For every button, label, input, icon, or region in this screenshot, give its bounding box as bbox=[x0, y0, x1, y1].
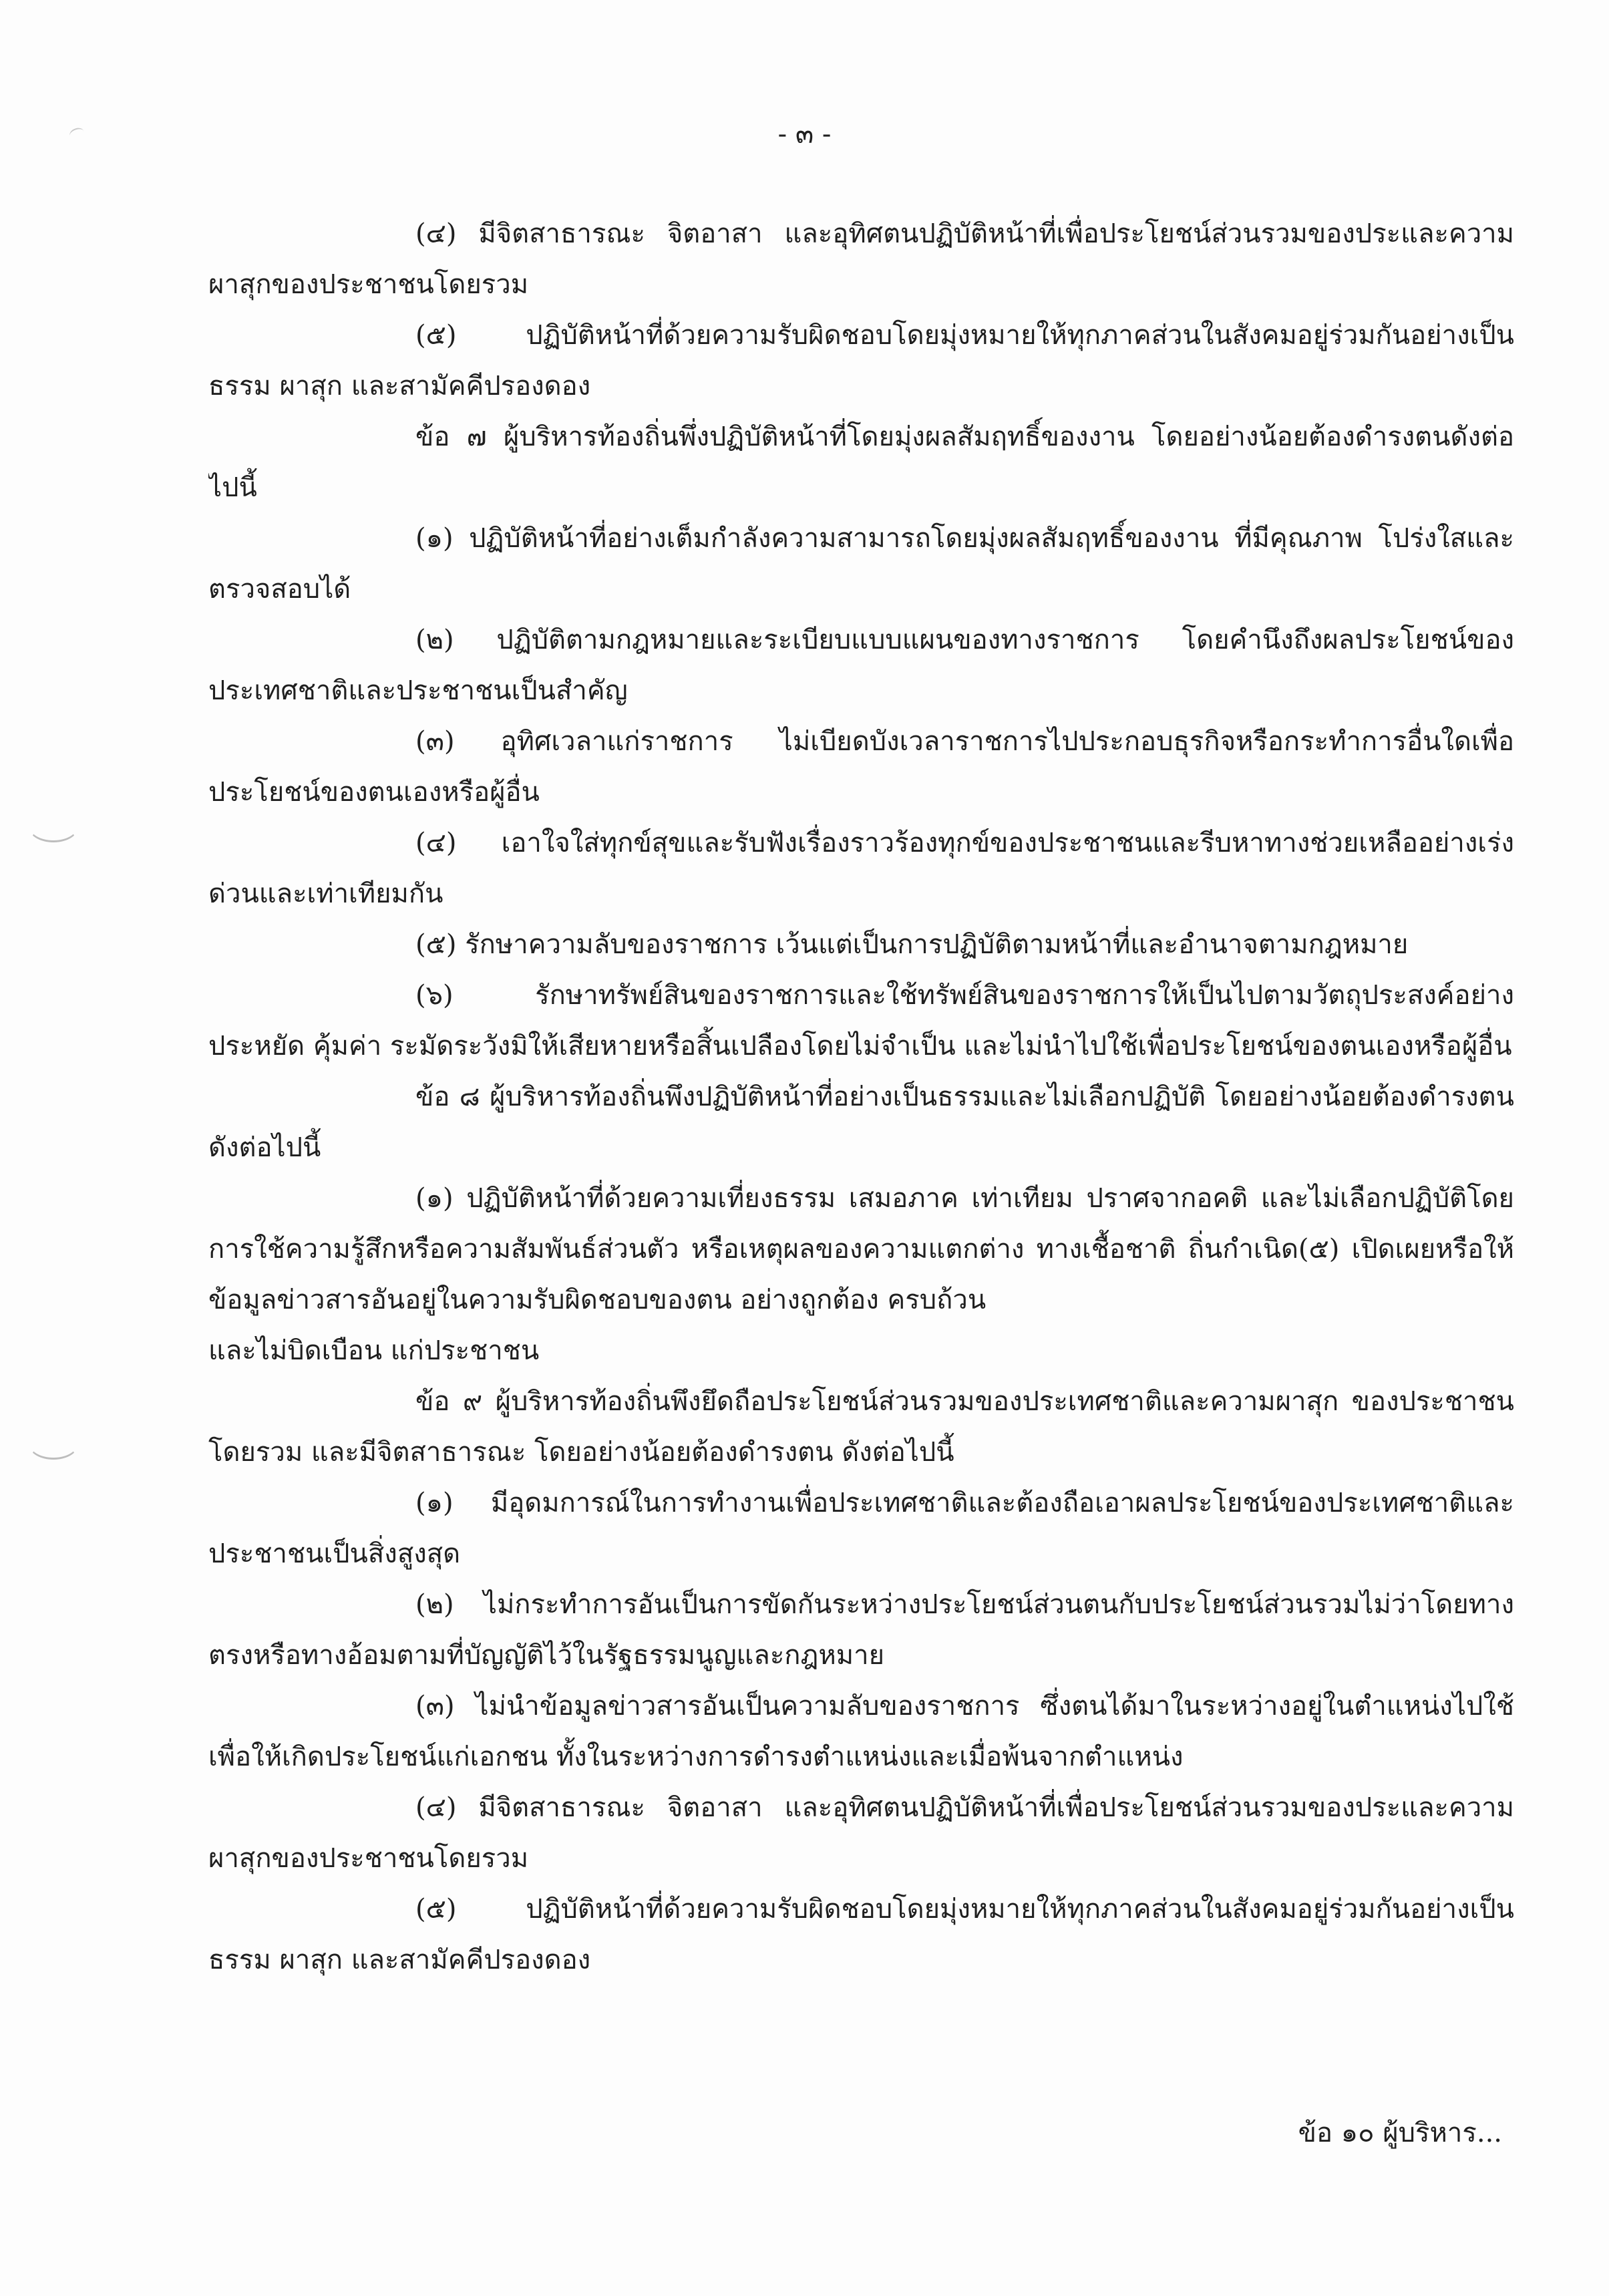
continuation-text: ข้อ ๑๐ ผู้บริหาร... bbox=[1298, 2118, 1502, 2148]
paragraph: ข้อ ๙ ผู้บริหารท้องถิ่นพึงยึดถือประโยชน์ส่วนรวมของประเทศชาติและความผาสุก ของประชาชนโดยรวม และมีจิตสาธารณะ โดยอย่างน้อยต้องดำรงตน ดังต่อไปนี้ bbox=[208, 1386, 1514, 1468]
document-body bbox=[208, 208, 1514, 1985]
paragraph: ข้อ ๘ ผู้บริหารท้องถิ่นพึงปฏิบัติหน้าที่อย่างเป็นธรรมและไม่เลือกปฏิบัติ โดยอย่างน้อยต้องดำรงตน ดังต่อไปนี้ bbox=[208, 1082, 1514, 1163]
paragraph: (๔) มีจิตสาธารณะ จิตอาสา และอุทิศตนปฏิบัติหน้าที่เพื่อประโยชน์ส่วนรวมของประและความผาสุกของประชาชนโดยรวม bbox=[208, 1792, 1514, 1874]
paragraph: (๑) มีอุดมการณ์ในการทำงานเพื่อประเทศชาติและต้องถือเอาผลประโยชน์ของประเทศชาติและประชาชนเป็นสิ่งสูงสุด bbox=[208, 1488, 1514, 1569]
paragraph: (๕) ปฏิบัติหน้าที่ด้วยความรับผิดชอบโดยมุ่งหมายให้ทุกภาคส่วนในสังคมอยู่ร่วมกันอย่างเป็นธรรม ผาสุก และสามัคคีปรองดอง bbox=[208, 1894, 1514, 1975]
punch-hole-mark bbox=[28, 1427, 79, 1460]
paragraph: (๓) อุทิศเวลาแก่ราชการ ไม่เบียดบังเวลาราชการไปประกอบธุรกิจหรือกระทำการอื่นใดเพื่อประโยชน์ของตนเองหรือผู้อื่น bbox=[208, 726, 1514, 808]
paragraph: (๒) ไม่กระทำการอันเป็นการขัดกันระหว่างประโยชน์ส่วนตนกับประโยชน์ส่วนรวมไม่ว่าโดยทางตรงหรือทางอ้อมตามที่บัญญัติไว้ในรัฐธรรมนูญและกฎหมาย bbox=[208, 1589, 1514, 1671]
paragraph: (๓) ไม่นำข้อมูลข่าวสารอันเป็นความลับของราชการ ซึ่งตนได้มาในระหว่างอยู่ในตำแหน่งไปใช้เพื่อให้เกิดประโยชน์แก่เอกชน ทั้งในระหว่างการดำรงตำแหน่งและเมื่อพ้นจากตำแหน่ง bbox=[208, 1691, 1514, 1772]
punch-hole-mark bbox=[28, 810, 79, 842]
paragraph: (๖) รักษาทรัพย์สินของราชการและใช้ทรัพย์สินของราชการให้เป็นไปตามวัตถุประสงค์อย่างประหยัด คุ้มค่า ระมัดระวังมิให้เสียหายหรือสิ้นเปลืองโดยไม่จำเป็น และไม่นำไปใช้เพื่อประโยชน์ของตนเองหรือผู้อื่น bbox=[208, 980, 1514, 1061]
paragraph: (๑) ปฏิบัติหน้าที่อย่างเต็มกำลังความสามารถโดยมุ่งผลสัมฤทธิ์ของงาน ที่มีคุณภาพ โปร่งใสและตรวจสอบได้ bbox=[208, 523, 1514, 605]
paragraph: (๑) ปฏิบัติหน้าที่ด้วยความเที่ยงธรรม เสมอภาค เท่าเทียม ปราศจากอคติ และไม่เลือกปฏิบัติโดยการใช้ความรู้สึกหรือความสัมพันธ์ส่วนตัว หรือเหตุผลของความแตกต่าง ทางเชื้อชาติ ถิ่นกำเนิด(๕) เปิดเผยหรือให้ข้อมูลข่าวสารอันอยู่ในความรับผิดชอบของตน อย่างถูกต้อง ครบถ้วน bbox=[208, 1183, 1514, 1315]
paragraph: (๒) ปฏิบัติตามกฎหมายและระเบียบแบบแผนของทางราชการ โดยคำนึงถึงผลประโยชน์ของประเทศชาติและประชาชนเป็นสำคัญ bbox=[208, 625, 1514, 706]
paragraph: (๔) เอาใจใส่ทุกข์สุขและรับฟังเรื่องราวร้องทุกข์ของประชาชนและรีบหาทางช่วยเหลืออย่างเร่งด่วนและเท่าเทียมกัน bbox=[208, 828, 1514, 909]
page-number: - ๓ - bbox=[777, 119, 832, 150]
paragraph: และไม่บิดเบือน แก่ประชาชน bbox=[208, 1335, 540, 1366]
paragraph: ข้อ ๗ ผู้บริหารท้องถิ่นพึ่งปฏิบัติหน้าที่โดยมุ่งผลสัมฤทธิ์ของงาน โดยอย่างน้อยต้องดำรงตนดังต่อไปนี้ bbox=[208, 422, 1514, 503]
paragraph: (๔) มีจิตสาธารณะ จิตอาสา และอุทิศตนปฏิบัติหน้าที่เพื่อประโยชน์ส่วนรวมของประและความผาสุกของประชาชนโดยรวม bbox=[208, 218, 1514, 300]
paragraph: (๕) ปฏิบัติหน้าที่ด้วยความรับผิดชอบโดยมุ่งหมายให้ทุกภาคส่วนในสังคมอยู่ร่วมกันอย่างเป็นธรรม ผาสุก และสามัคคีปรองดอง bbox=[208, 320, 1514, 401]
paragraph: (๕) รักษาความลับของราชการ เว้นแต่เป็นการปฏิบัติตามหน้าที่และอำนาจตามกฎหมาย bbox=[415, 929, 1409, 960]
